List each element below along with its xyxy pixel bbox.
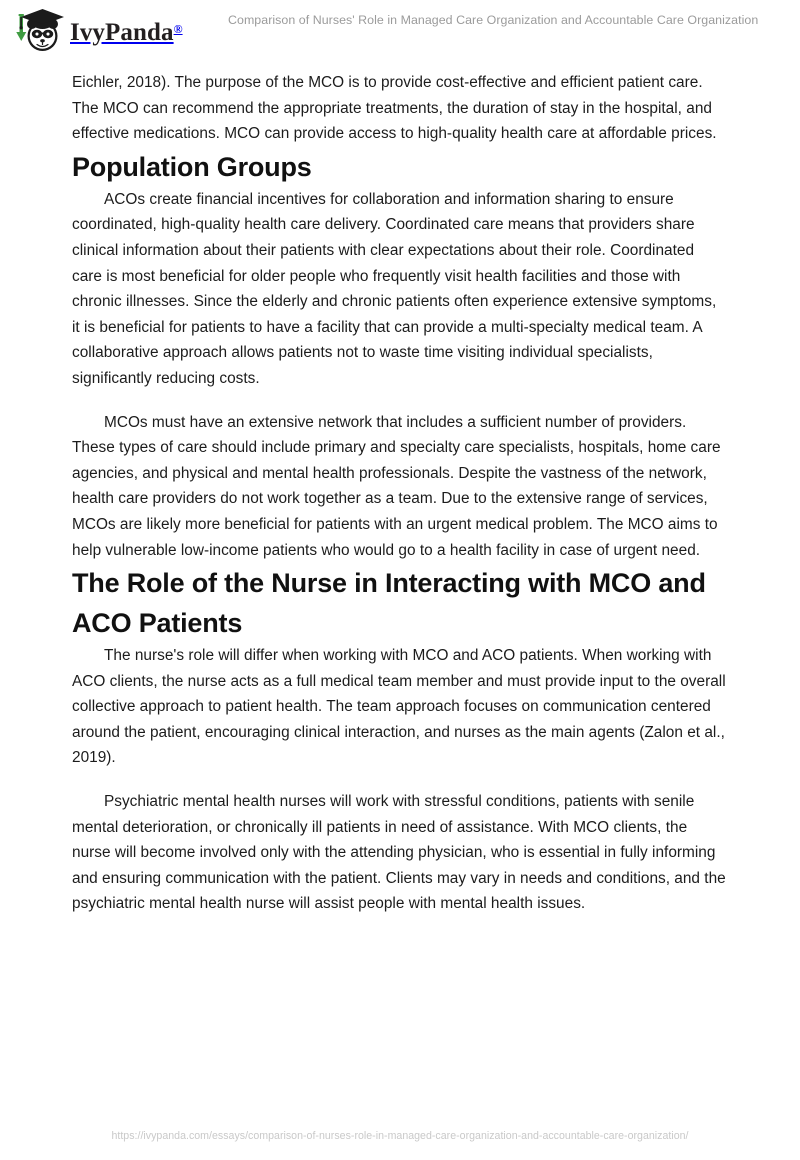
paragraph-nurse-role: The nurse's role will differ when working with MCO and ACO patients. When working with ACO clients, the nurse acts as a full medical team member and must provide input to the overall collective approach to patient health. The team approach focuses on communication centered around the patient, encouraging clinical interaction, and nurses as the main agents (Zalon et al., 2019). xyxy=(72,647,726,767)
panda-graduate-logo-icon xyxy=(14,8,66,54)
brand-wordmark: IvyPanda xyxy=(70,18,174,46)
paragraph-continuation: Eichler, 2018). The purpose of the MCO is to provide cost-effective and efficient patient care. The MCO can recommend the appropriate treatments, the duration of stay in the hospital, and effective medications. MCO can provide access to high-quality health care at affordable prices. xyxy=(72,74,717,143)
footer-source-url[interactable]: https://ivypanda.com/essays/comparison-of-nurses-role-in-managed-care-organization-and-accountable-care-organization/ xyxy=(111,1130,689,1142)
page-footer xyxy=(0,1126,800,1144)
brand-logo-link[interactable] xyxy=(14,8,183,54)
paragraph-acos-incentives: ACOs create financial incentives for collaboration and information sharing to ensure coordinated, high-quality health care delivery. Coordinated care means that providers share clinical information about their patients with clear expectations about their role. Coordinated care is most beneficial for older people who frequently visit health facilities and those with chronic illnesses. Since the elderly and chronic patients often experience extensive symptoms, it is beneficial for patients to have a facility that can provide a multi-specialty medical team. A collaborative approach allows patients not to waste time visiting individual specialists, significantly reducing costs. xyxy=(72,190,717,387)
paragraph-psychiatric-nurses: Psychiatric mental health nurses will work with stressful conditions, patients with senile mental deterioration, or chronically ill patients in need of assistance. With MCO clients, the nurse will become involved only with the attending physician, who is essential in fully informing and ensuring communication with the patient. Clients may vary in needs and conditions, and the psychiatric mental health nurse will assist people with mental health issues. xyxy=(72,793,726,913)
heading-population-groups: Population Groups xyxy=(72,151,312,182)
paragraph-mcos-network: MCOs must have an extensive network that includes a sufficient number of providers. These types of care should include primary and specialty care specialists, hospitals, home care agencies, and physical and mental health professionals. Despite the vastness of the network, health care providers do not work together as a team. Due to the extensive range of services, MCOs are likely more beneficial for patients with an urgent medical problem. The MCO aims to help vulnerable low-income patients who would go to a health facility in case of urgent need. xyxy=(72,413,721,559)
heading-role-of-the-nurse: The Role of the Nurse in Interacting with MCO and ACO Patients xyxy=(72,568,706,639)
registered-trademark-icon: ® xyxy=(173,21,183,36)
document-title-header: Comparison of Nurses' Role in Managed Care Organization and Accountable Care Organization xyxy=(228,13,759,27)
document-body xyxy=(72,70,726,917)
page-header xyxy=(0,0,800,64)
